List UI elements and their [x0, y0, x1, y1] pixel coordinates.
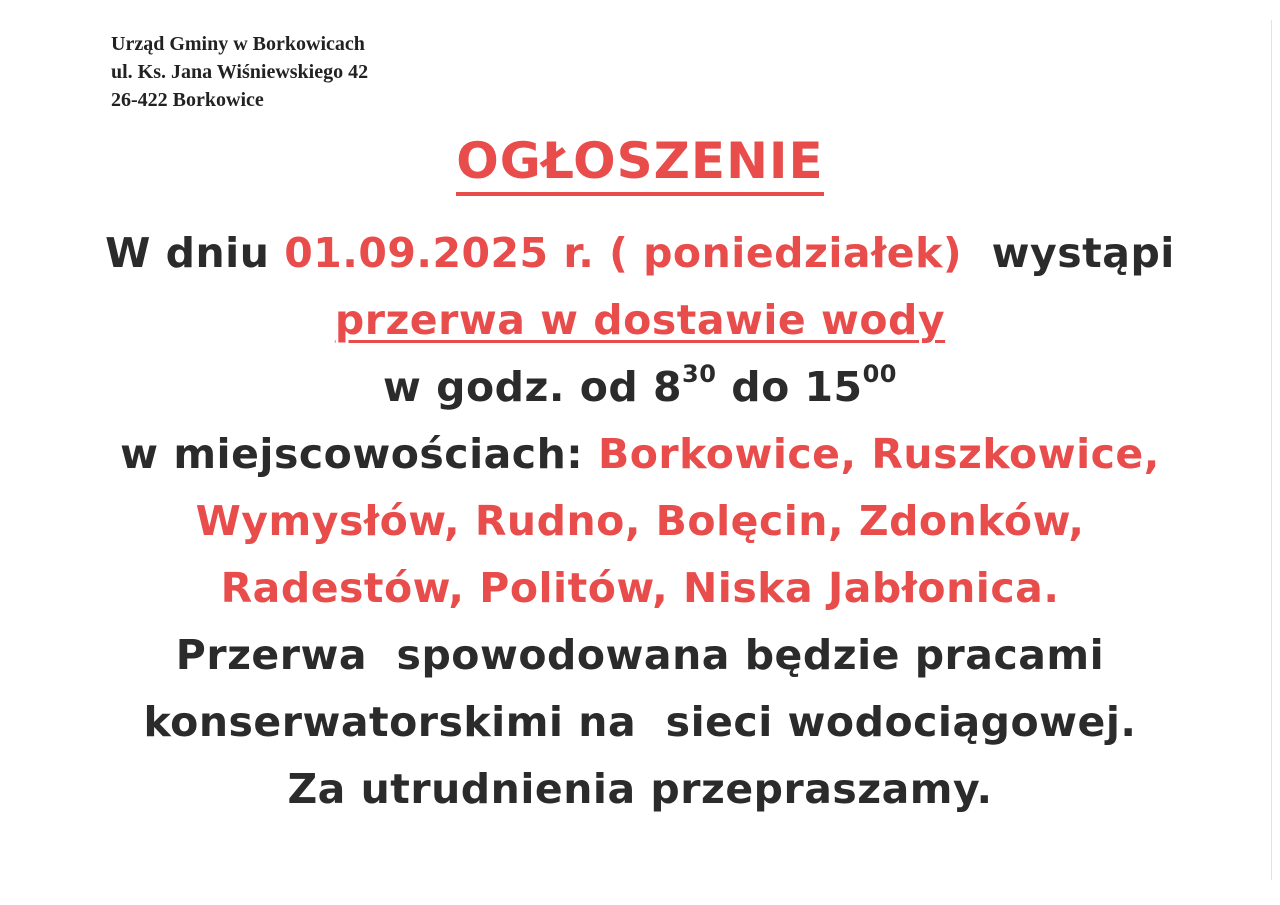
places-prefix: w miejscowościach:	[120, 430, 598, 478]
places-line-1	[0, 421, 1280, 488]
hours-end-minutes: 00	[862, 360, 897, 389]
outage-type: przerwa w dostawie wody	[334, 296, 946, 344]
outage-date: 01.09.2025 r. ( poniedziałek)	[284, 229, 963, 277]
apology-line: Za utrudnienia przepraszamy.	[287, 765, 993, 813]
date-prefix: W dniu	[105, 229, 285, 277]
announcement-title: OGŁOSZENIE	[456, 130, 823, 196]
hours-prefix: w godz. od 8	[383, 363, 683, 411]
office-name: Urząd Gminy w Borkowicach	[111, 33, 365, 55]
date-line	[0, 220, 1280, 287]
announcement-body	[0, 130, 1280, 823]
office-address-block	[111, 30, 368, 114]
places-line-2: Wymysłów, Rudno, Bolęcin, Zdonków,	[195, 497, 1085, 545]
office-postal: 26-422 Borkowice	[111, 89, 264, 111]
hours-middle: do 15	[716, 363, 863, 411]
places-line-3: Radestów, Politów, Niska Jabłonica.	[220, 564, 1060, 612]
reason-line-2: konserwatorskimi na sieci wodociągowej.	[143, 698, 1137, 746]
date-suffix: wystąpi	[962, 229, 1175, 277]
office-street: ul. Ks. Jana Wiśniewskiego 42	[111, 61, 369, 83]
places-list-1: Borkowice, Ruszkowice,	[597, 430, 1160, 478]
outage-type-line	[0, 287, 1280, 354]
hours-start-minutes: 30	[682, 360, 717, 389]
reason-line-1: Przerwa spowodowana będzie pracami	[175, 631, 1105, 679]
hours-line	[0, 354, 1280, 421]
